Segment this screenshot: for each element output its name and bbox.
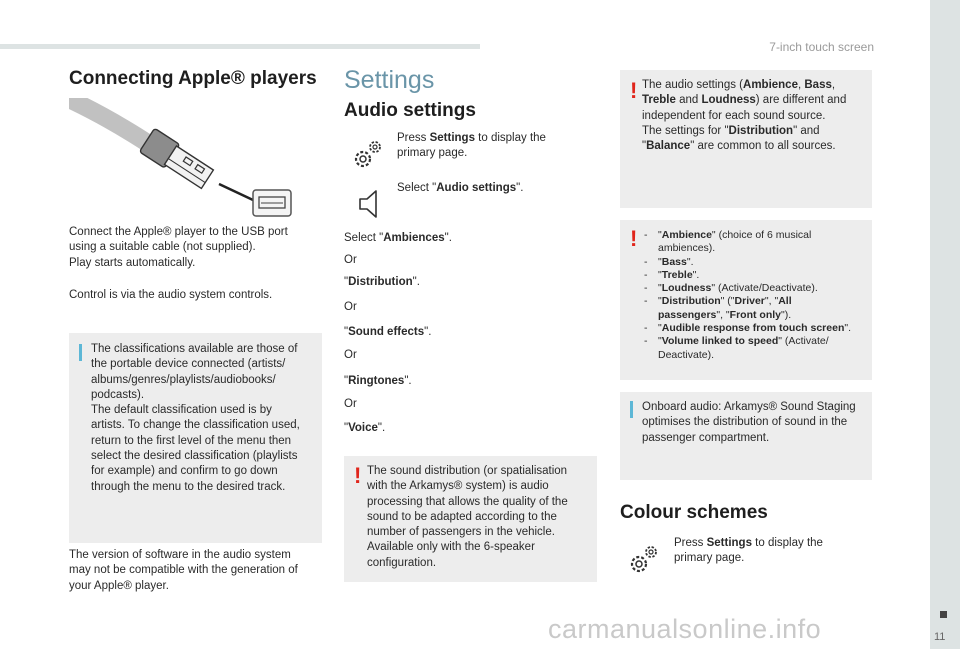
settings-keyword: Settings <box>429 132 475 144</box>
step-select-audio <box>397 181 523 196</box>
audio-settings-warning <box>620 70 872 208</box>
list-item: - "Ambience" (choice of 6 musical <box>644 229 812 241</box>
text-line <box>642 78 870 93</box>
or-separator: Or <box>344 254 357 266</box>
text-fragment: ". <box>424 326 432 338</box>
text-line: primary page. <box>397 147 468 160</box>
text-fragment: ". <box>412 276 420 288</box>
settings-title: Settings <box>344 66 435 94</box>
text-fragment: , <box>831 79 836 91</box>
text-fragment: Select " <box>397 182 437 194</box>
keyword: Volume linked to speed <box>661 335 779 348</box>
text-line: your Apple® player. <box>69 579 169 592</box>
keyword: Bass <box>804 79 832 91</box>
list-item: - "Bass". <box>644 255 694 268</box>
or-separator: Or <box>344 301 357 313</box>
info-icon <box>79 344 82 361</box>
colour-schemes-heading: Colour schemes <box>620 502 768 523</box>
text-fragment: ". <box>404 375 412 387</box>
text-fragment: " (Activate/ <box>778 335 829 348</box>
text-line: artists. To change the classification used, <box>91 419 300 432</box>
text-fragment: ". <box>686 255 694 268</box>
keyword: Treble <box>642 94 676 107</box>
text-line: configuration. <box>367 556 437 569</box>
text-fragment: The audio settings ( <box>642 79 744 91</box>
audio-settings-keyword: Audio settings <box>436 182 517 194</box>
list-item-continuation <box>644 309 870 322</box>
warning-icon: ! <box>354 463 362 488</box>
step-press-settings <box>397 131 546 162</box>
sound-distribution-warning <box>344 456 597 582</box>
text-fragment: Press <box>397 132 430 144</box>
keyword: Balance <box>646 140 691 153</box>
header-rule <box>0 44 480 49</box>
text-line: The classifications available are those of <box>91 343 298 355</box>
text-line: processing that allows the quality of the <box>367 495 568 508</box>
text-fragment: ". <box>844 322 852 335</box>
text-fragment: Deactivate). <box>658 348 715 361</box>
list-item: - "Volume linked to speed" (Activate/ <box>644 335 829 348</box>
text-line: return to the first level of the menu then <box>91 434 292 447</box>
watermark: carmanualsonline.info <box>548 614 822 644</box>
warning-text <box>642 78 870 154</box>
option-voice <box>344 421 385 436</box>
text-fragment: " <box>642 140 647 153</box>
text-line: optimises the distribution of sound in the <box>642 416 848 429</box>
text-line: primary page. <box>674 552 745 565</box>
text-line: Onboard audio: Arkamys® Sound Staging <box>642 401 856 413</box>
option-ringtones <box>344 374 412 389</box>
keyword: Voice <box>348 422 378 434</box>
text-line <box>642 139 870 154</box>
text-fragment: " (" <box>720 295 735 308</box>
text-fragment: " <box>344 375 349 387</box>
text-fragment: and <box>675 94 702 107</box>
list-item: - "Audible response from touch screen". <box>644 322 852 335</box>
text-fragment: , <box>797 79 805 91</box>
or-separator: Or <box>344 398 357 410</box>
control-paragraph: Control is via the audio system controls. <box>69 289 273 301</box>
text-line: Available only with the 6-speaker <box>367 541 535 554</box>
text-line: passenger compartment. <box>642 431 770 444</box>
keyword: Audible response from touch screen <box>661 322 845 335</box>
text-fragment: ) are different and <box>755 94 847 107</box>
text-fragment: ", " <box>764 295 779 308</box>
text-line: sound to be adapted according to the <box>367 510 557 523</box>
audio-options-list <box>644 229 870 362</box>
keyword: Loudness <box>661 282 712 295</box>
text-line: independent for each sound source. <box>642 109 826 122</box>
keyword: Ambience <box>743 79 798 91</box>
option-distribution <box>344 275 420 290</box>
page-number: 11 <box>934 631 946 643</box>
section-label: 7-inch touch screen <box>769 40 874 54</box>
text-fragment: " <box>658 322 662 335</box>
arkamys-info-note <box>620 392 872 480</box>
list-item: - "Distribution" ("Driver", "All <box>644 295 792 308</box>
settings-gear-icon <box>352 139 382 171</box>
text-fragment: " <box>344 422 349 434</box>
text-fragment: to display the <box>751 537 823 549</box>
text-fragment: " <box>344 326 349 338</box>
text-line: number of passengers in the vehicle. <box>367 526 555 539</box>
keyword: Front only <box>729 308 781 321</box>
list-item-continuation <box>644 349 870 362</box>
text-fragment: " <box>658 282 662 295</box>
text-fragment: ". <box>444 232 452 244</box>
text-line: with the Arkamys® system) is audio <box>367 480 549 493</box>
text-fragment: "). <box>781 308 792 321</box>
connect-paragraph <box>69 225 319 271</box>
text-fragment: Select " <box>344 232 384 244</box>
keyword: Ringtones <box>348 375 405 387</box>
list-item-continuation <box>644 242 870 255</box>
text-line: Play starts automatically. <box>69 256 196 269</box>
text-fragment: " <box>658 268 662 281</box>
keyword: Distribution <box>348 276 413 288</box>
warning-text <box>367 464 595 571</box>
text-fragment: " are common to all sources. <box>690 140 836 153</box>
section-title-apple: Connecting Apple® players <box>69 68 317 89</box>
text-line: Connect the Apple® player to the USB port <box>69 226 288 238</box>
note-text <box>642 400 870 446</box>
text-line: the portable device connected (artists/ <box>91 358 286 371</box>
text-line: podcasts). <box>91 388 145 401</box>
info-icon <box>630 401 633 418</box>
continuation-marker <box>940 611 947 618</box>
keyword: Treble <box>661 268 693 281</box>
speaker-icon <box>358 189 380 219</box>
text-line <box>642 93 870 108</box>
text-fragment: ". <box>516 182 524 194</box>
text-fragment: " <box>344 276 349 288</box>
settings-gear-icon <box>628 544 658 576</box>
text-fragment: " <box>658 295 662 308</box>
keyword: All <box>778 295 792 308</box>
keyword: Bass <box>661 255 687 268</box>
list-item: - "Loudness" (Activate/Deactivate). <box>644 282 818 295</box>
option-ambiences <box>344 231 452 246</box>
option-sound-effects <box>344 325 431 340</box>
keyword: Sound effects <box>348 326 425 338</box>
text-line: The default classification used is by <box>91 404 272 417</box>
text-line: may not be compatible with the generation of <box>69 564 298 577</box>
settings-keyword: Settings <box>706 537 752 549</box>
page-edge-strip <box>930 0 960 649</box>
text-fragment: " <box>658 335 662 348</box>
text-line: for example) and confirm to go down <box>91 465 278 478</box>
text-fragment: " (Activate/Deactivate). <box>711 282 818 295</box>
note-text <box>91 342 319 495</box>
text-line: The sound distribution (or spatialisation <box>367 465 568 477</box>
keyword: Loudness <box>701 94 756 107</box>
text-fragment: ". <box>692 268 700 281</box>
text-fragment: ", " <box>716 308 730 321</box>
warning-icon: ! <box>630 226 638 251</box>
text-fragment: ". <box>377 422 386 434</box>
text-fragment: " <box>658 229 662 241</box>
keyword: passengers <box>658 308 717 321</box>
warning-icon: ! <box>630 78 638 103</box>
keyword: Ambiences <box>383 232 445 244</box>
text-line: select the desired classification (playlists <box>91 450 298 463</box>
list-item: - "Treble". <box>644 268 700 281</box>
usb-cable-icon <box>69 98 294 218</box>
text-fragment: ambiences). <box>658 242 716 255</box>
text-fragment: Press <box>674 537 707 549</box>
classification-note <box>69 333 322 543</box>
text-line: albums/genres/playlists/audiobooks/ <box>91 373 276 386</box>
text-fragment: " (choice of 6 musical <box>711 229 812 241</box>
text-line: through the menu to the desired track. <box>91 480 286 493</box>
keyword: Driver <box>734 295 765 308</box>
keyword: Distribution <box>661 295 721 308</box>
version-paragraph <box>69 548 324 594</box>
keyword: Ambience <box>661 229 712 241</box>
text-line: The version of software in the audio system <box>69 549 291 561</box>
colour-step-press-settings <box>674 536 823 567</box>
text-line: using a suitable cable (not supplied). <box>69 241 256 254</box>
text-fragment: to display the <box>474 132 546 144</box>
or-separator: Or <box>344 349 357 361</box>
keyword: Distribution <box>728 124 794 137</box>
text-line <box>642 124 870 139</box>
audio-options-warning <box>620 220 872 380</box>
text-fragment: " <box>658 255 662 268</box>
audio-settings-heading: Audio settings <box>344 100 476 121</box>
text-fragment: The settings for " <box>642 124 729 137</box>
text-fragment: " and <box>793 124 820 137</box>
